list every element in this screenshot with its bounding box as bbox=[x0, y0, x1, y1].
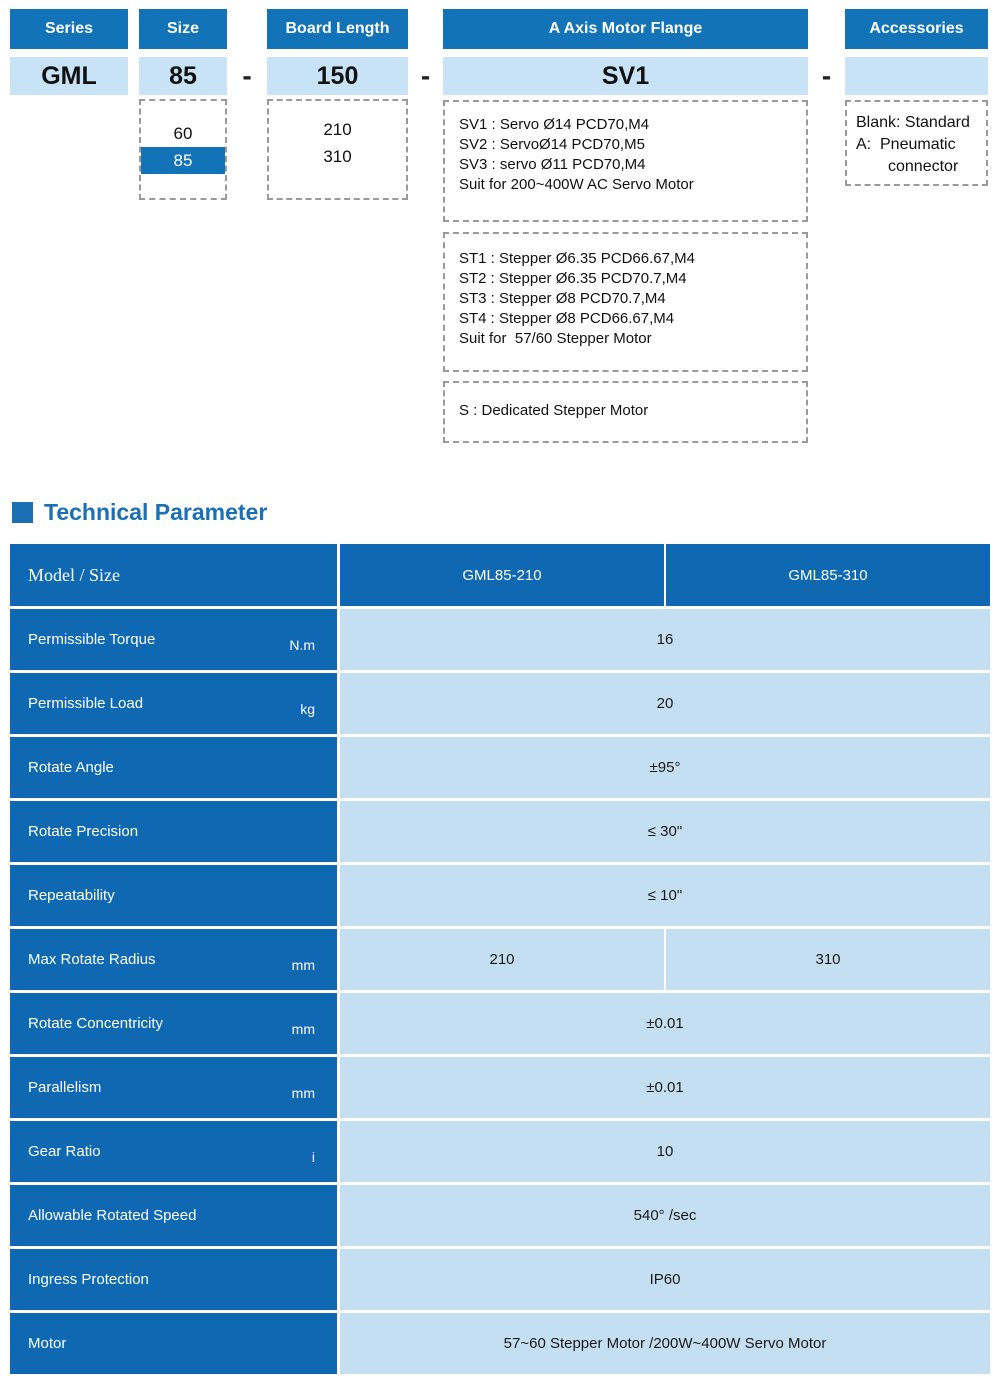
spec-label: Rotate Precision bbox=[28, 823, 139, 840]
spec-label: Permissible Load bbox=[28, 695, 144, 712]
spec-row-ingress-protection bbox=[10, 1249, 990, 1310]
spec-value-gml85-210: 210 bbox=[340, 929, 664, 990]
flange-option-st4: ST4 : Stepper Ø8 PCD66.67,M4 bbox=[459, 310, 675, 327]
spec-row-repeatability bbox=[10, 865, 990, 926]
spec-label: Repeatability bbox=[28, 887, 115, 904]
spec-unit: mm bbox=[291, 956, 315, 973]
flange-dedicated-option-box bbox=[443, 381, 808, 443]
spec-header-row bbox=[10, 544, 990, 606]
spec-value: 540° /sec bbox=[340, 1185, 990, 1246]
code-separator-dash-2: - bbox=[420, 60, 431, 91]
spec-value: ±95° bbox=[340, 737, 990, 798]
spec-row-parallelism bbox=[10, 1057, 990, 1118]
spec-unit: kg bbox=[300, 700, 315, 717]
series-header: Series bbox=[10, 9, 128, 49]
flange-option-sv1: SV1 : Servo Ø14 PCD70,M4 bbox=[459, 116, 650, 133]
spec-label: Rotate Concentricity bbox=[28, 1015, 164, 1032]
series-code-value: GML bbox=[10, 57, 128, 95]
spec-row-motor bbox=[10, 1313, 990, 1374]
flange-option-sv3: SV3 : servo Ø11 PCD70,M4 bbox=[459, 156, 646, 173]
board-length-code-value: 150 bbox=[267, 57, 408, 95]
flange-option-st3: ST3 : Stepper Ø8 PCD70.7,M4 bbox=[459, 290, 666, 307]
flange-stepper-options-box bbox=[443, 232, 808, 372]
spec-value: ≤ 10" bbox=[340, 865, 990, 926]
spec-row-allowable-rotated-speed bbox=[10, 1185, 990, 1246]
spec-row-gear-ratio bbox=[10, 1121, 990, 1182]
accessories-option-a-cont: connector bbox=[888, 158, 959, 175]
series-column bbox=[10, 0, 128, 95]
spec-value: ±0.01 bbox=[340, 1057, 990, 1118]
accessories-option-blank: Blank: Standard bbox=[856, 114, 970, 131]
accessories-options-box bbox=[845, 100, 988, 186]
section-title bbox=[12, 499, 1000, 526]
flange-servo-options-box bbox=[443, 100, 808, 222]
code-separator-dash-3: - bbox=[821, 60, 832, 91]
spec-label: Motor bbox=[28, 1335, 67, 1352]
flange-servo-suit-note: Suit for 200~400W AC Servo Motor bbox=[459, 176, 694, 193]
accessories-code-value bbox=[845, 57, 988, 95]
spec-value: 10 bbox=[340, 1121, 990, 1182]
code-separator-dash-1: - bbox=[242, 60, 252, 91]
model-size-header-cell bbox=[10, 544, 337, 606]
column-header-gml85-310: GML85-310 bbox=[666, 544, 990, 606]
spec-label: Ingress Protection bbox=[28, 1271, 149, 1288]
size-option-60: 60 bbox=[173, 124, 193, 143]
flange-code-value: SV1 bbox=[443, 57, 808, 95]
flange-column bbox=[443, 0, 808, 95]
board-length-option-310: 310 bbox=[323, 147, 352, 166]
spec-label: Gear Ratio bbox=[28, 1143, 101, 1160]
spec-row-permissible-load bbox=[10, 673, 990, 734]
spec-value: 57~60 Stepper Motor /200W~400W Servo Motor bbox=[340, 1313, 990, 1374]
flange-header: A Axis Motor Flange bbox=[443, 9, 808, 49]
spec-value: ≤ 30" bbox=[340, 801, 990, 862]
spec-row-rotate-concentricity bbox=[10, 993, 990, 1054]
spec-row-max-rotate-radius bbox=[10, 929, 990, 990]
spec-label: Rotate Angle bbox=[28, 759, 114, 776]
spec-table bbox=[10, 544, 990, 1374]
board-length-options-box bbox=[267, 99, 408, 200]
spec-value: IP60 bbox=[340, 1249, 990, 1310]
spec-row-permissible-torque bbox=[10, 609, 990, 670]
spec-value: 16 bbox=[340, 609, 990, 670]
spec-row-rotate-angle bbox=[10, 737, 990, 798]
board-length-option-210: 210 bbox=[323, 120, 352, 139]
accessories-header: Accessories bbox=[845, 9, 988, 49]
flange-option-st2: ST2 : Stepper Ø6.35 PCD70.7,M4 bbox=[459, 270, 687, 287]
title-bullet-square-icon bbox=[12, 502, 33, 523]
flange-option-sv2: SV2 : ServoØ14 PCD70,M5 bbox=[459, 136, 645, 153]
spec-unit: N.m bbox=[289, 636, 315, 653]
size-column bbox=[139, 0, 227, 95]
spec-unit: mm bbox=[291, 1020, 315, 1037]
spec-row-rotate-precision bbox=[10, 801, 990, 862]
size-code-value: 85 bbox=[139, 57, 227, 95]
size-header: Size bbox=[139, 9, 227, 49]
spec-label: Max Rotate Radius bbox=[28, 951, 156, 968]
flange-option-st1: ST1 : Stepper Ø6.35 PCD66.67,M4 bbox=[459, 250, 695, 267]
board-length-column bbox=[267, 0, 408, 95]
spec-value: ±0.01 bbox=[340, 993, 990, 1054]
spec-unit: i bbox=[311, 1148, 315, 1165]
flange-stepper-suit-note: Suit for 57/60 Stepper Motor bbox=[459, 330, 652, 347]
spec-label: Parallelism bbox=[28, 1079, 102, 1096]
spec-label: Allowable Rotated Speed bbox=[28, 1207, 197, 1224]
size-option-85-selected: 85 bbox=[141, 147, 225, 174]
spec-value-gml85-310: 310 bbox=[666, 929, 990, 990]
spec-value: 20 bbox=[340, 673, 990, 734]
spec-unit: mm bbox=[291, 1084, 315, 1101]
spec-label: Permissible Torque bbox=[28, 631, 156, 648]
board-length-header: Board Length bbox=[267, 9, 408, 49]
flange-option-s-dedicated: S : Dedicated Stepper Motor bbox=[459, 402, 649, 419]
ordering-code-section bbox=[0, 0, 1000, 455]
accessories-column bbox=[845, 0, 988, 95]
technical-parameter-section bbox=[0, 499, 1000, 1374]
column-header-gml85-210: GML85-210 bbox=[340, 544, 664, 606]
size-options-box bbox=[139, 99, 227, 200]
model-size-label: Model / Size bbox=[28, 564, 120, 585]
accessories-option-a: A: Pneumatic bbox=[856, 136, 956, 153]
section-title-text: Technical Parameter bbox=[44, 499, 268, 525]
